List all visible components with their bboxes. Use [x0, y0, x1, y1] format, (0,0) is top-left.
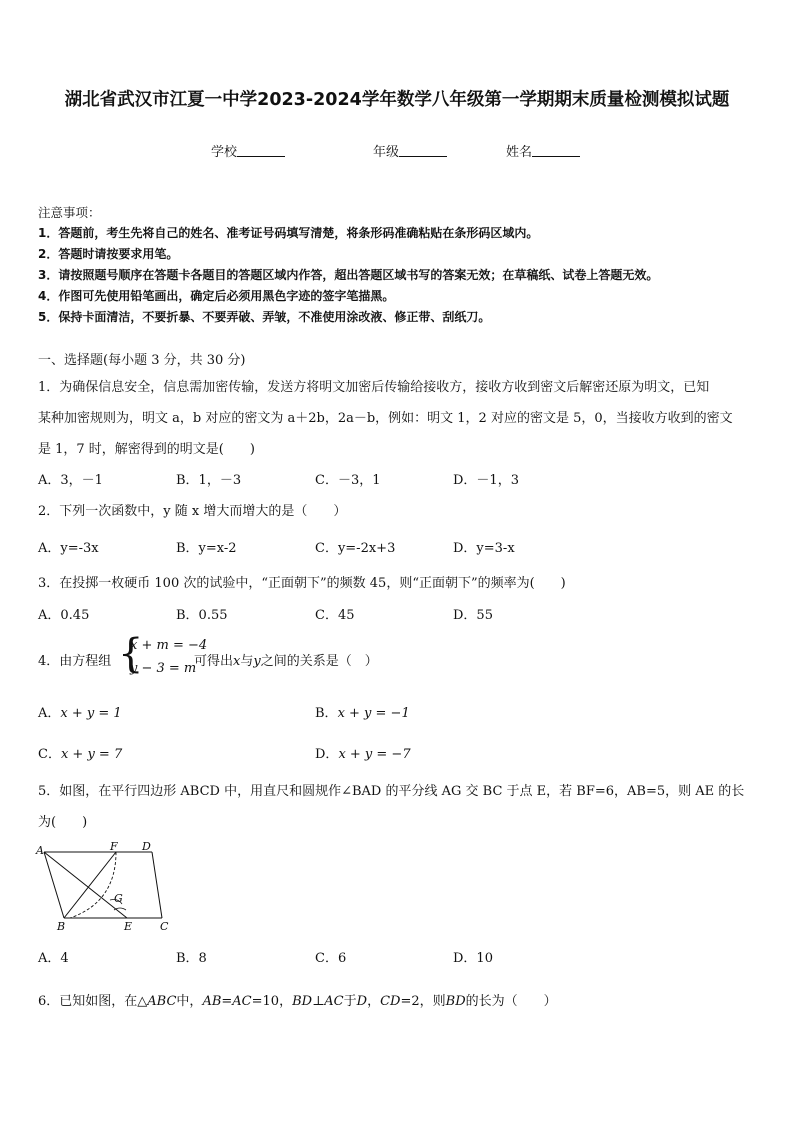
q4-option-b [315, 702, 410, 721]
note-item: 2．答题时请按要求用笔。 [38, 247, 179, 261]
page-title: 湖北省武汉市江夏一中学2023-2024学年数学八年级第一学期期末质量检测模拟试题 [64, 90, 730, 110]
notes-title: 注意事项： [38, 205, 101, 220]
label-g: G [114, 892, 123, 905]
q2-option-c: C．y=-2x+3 [315, 541, 396, 556]
note-item: 3．请按照题号顺序在答题卡各题目的答题区域内作答，超出答题区域书写的答案无效；在草稿纸、试卷上答题无效。 [38, 268, 659, 282]
note-item: 1．答题前，考生先将自己的姓名、准考证号码填写清楚，将条形码准确粘贴在条形码区域内。 [38, 226, 539, 240]
q5-line: 为( ) [38, 815, 88, 830]
q6-text: =2，则 [400, 994, 446, 1009]
equation-system [118, 631, 208, 680]
q6-math: BD [292, 994, 313, 1009]
school-field [211, 141, 285, 160]
section-heading: 一、选择题(每小题 3 分，共 30 分) [38, 353, 246, 368]
school-blank [237, 144, 285, 157]
q1-option-a: A．3，－1 [38, 473, 103, 488]
label-d: D [142, 840, 151, 853]
left-brace-symbol: { [118, 631, 144, 677]
label-c: C [160, 920, 169, 933]
q6-math: D [356, 994, 368, 1009]
q1-option-d: D．－1，3 [453, 473, 519, 488]
q1-line: 是 1，7 时，解密得到的明文是( ) [38, 442, 255, 457]
q4-text: 可得出 [194, 654, 234, 669]
grade-blank [399, 144, 447, 157]
q1-option-b: B．1，－3 [176, 473, 242, 488]
q6-math: AC [324, 994, 344, 1009]
var-x: x [233, 654, 241, 669]
q4-text: 与 [240, 654, 254, 669]
grade-field [373, 141, 447, 160]
q4-option-c [38, 743, 122, 762]
q5-option-d: D．10 [453, 951, 493, 966]
q6-math: ABC [147, 994, 177, 1009]
q4-text: 之间的关系是（ ） [260, 654, 378, 669]
compass-arc [70, 852, 116, 918]
var-y: y [253, 654, 261, 669]
school-label: 学校 [211, 145, 238, 160]
q1-line: 某种加密规则为，明文 a，b 对应的密文为 a＋2b，2a－b，例如：明文 1，2 对应的密文是 5，0，当接收方收到的密文 [38, 411, 733, 426]
equation-2: y − 3 = m [130, 661, 197, 676]
q1-option-c: C．－3，1 [315, 473, 381, 488]
option-math: x + y = −7 [338, 747, 411, 762]
q3-stem: 3．在投掷一枚硬币 100 次的试验中，“正面朝下”的频数 45，则“正面朝下”的频率为( ) [38, 576, 566, 591]
q6-text: 中， [176, 994, 203, 1009]
equation-1: x + m = −4 [130, 638, 208, 653]
q2-option-d: D．y=3-x [453, 541, 515, 556]
option-letter: A． [38, 706, 61, 721]
q5-line: 5．如图，在平行四边形 ABCD 中，用直尺和圆规作∠BAD 的平分线 AG 交 BC 于点 E，若 BF=6，AB=5，则 AE 的长 [38, 784, 745, 799]
label-f: F [110, 840, 118, 853]
q1-line: 1．为确保信息安全，信息需加密传输，发送方将明文加密后传输给接收方，接收方收到密文后解密还原为明文，已知 [38, 380, 710, 395]
q4-prefix: 4．由方程组 [38, 654, 112, 669]
q2-stem: 2．下列一次函数中，y 随 x 增大而增大的是（ ） [38, 504, 347, 519]
q6-math: AC [232, 994, 252, 1009]
label-a: A [36, 844, 44, 857]
q6-text: = [221, 994, 233, 1009]
q3-option-d: D．55 [453, 608, 493, 623]
q6-math: BD [445, 994, 466, 1009]
q6-text: 于 [343, 994, 357, 1009]
note-item: 5．保持卡面清洁，不要折暴、不要弄破、弄皱，不准使用涂改液、修正带、刮纸刀。 [38, 310, 491, 324]
q2-option-b: B．y=x-2 [176, 541, 237, 556]
option-math: x + y = 1 [60, 706, 122, 721]
q3-option-c: C．45 [315, 608, 355, 623]
label-b: B [57, 920, 66, 933]
segment-ae [44, 852, 127, 918]
option-math: x + y = −1 [337, 706, 410, 721]
option-letter: B． [315, 706, 338, 721]
name-blank [532, 144, 580, 157]
q4-option-d [315, 743, 411, 762]
q5-option-c: C．6 [315, 951, 347, 966]
q6-math: AB [202, 994, 222, 1009]
q4-option-a [38, 702, 122, 721]
q5-option-b: B．8 [176, 951, 207, 966]
q6-text: 6．已知如图，在△ [38, 994, 148, 1009]
q6-text: ， [367, 994, 381, 1009]
q6-text: 的长为（ ） [465, 994, 557, 1009]
q4-suffix [194, 650, 378, 669]
side-ab [44, 852, 64, 918]
parallelogram-figure [34, 840, 184, 936]
q3-option-b: B．0.55 [176, 608, 228, 623]
option-math: x + y = 7 [60, 747, 123, 762]
segment-bf [64, 852, 116, 918]
q6-text: ⊥ [312, 994, 325, 1009]
side-dc [152, 852, 162, 918]
label-e: E [124, 920, 133, 933]
name-label: 姓名 [506, 145, 533, 160]
option-letter: D． [315, 747, 339, 762]
q6-text: =10， [251, 994, 293, 1009]
q5-option-a: A．4 [38, 951, 69, 966]
q6-stem [38, 990, 557, 1009]
grade-label: 年级 [373, 145, 400, 160]
q6-math: CD [380, 994, 401, 1009]
note-item: 4．作图可先使用铅笔画出，确定后必须用黑色字迹的签字笔描黑。 [38, 289, 395, 303]
option-letter: C． [38, 747, 61, 762]
q2-option-a: A．y=-3x [38, 541, 99, 556]
q3-option-a: A．0.45 [38, 608, 90, 623]
name-field [506, 141, 580, 160]
